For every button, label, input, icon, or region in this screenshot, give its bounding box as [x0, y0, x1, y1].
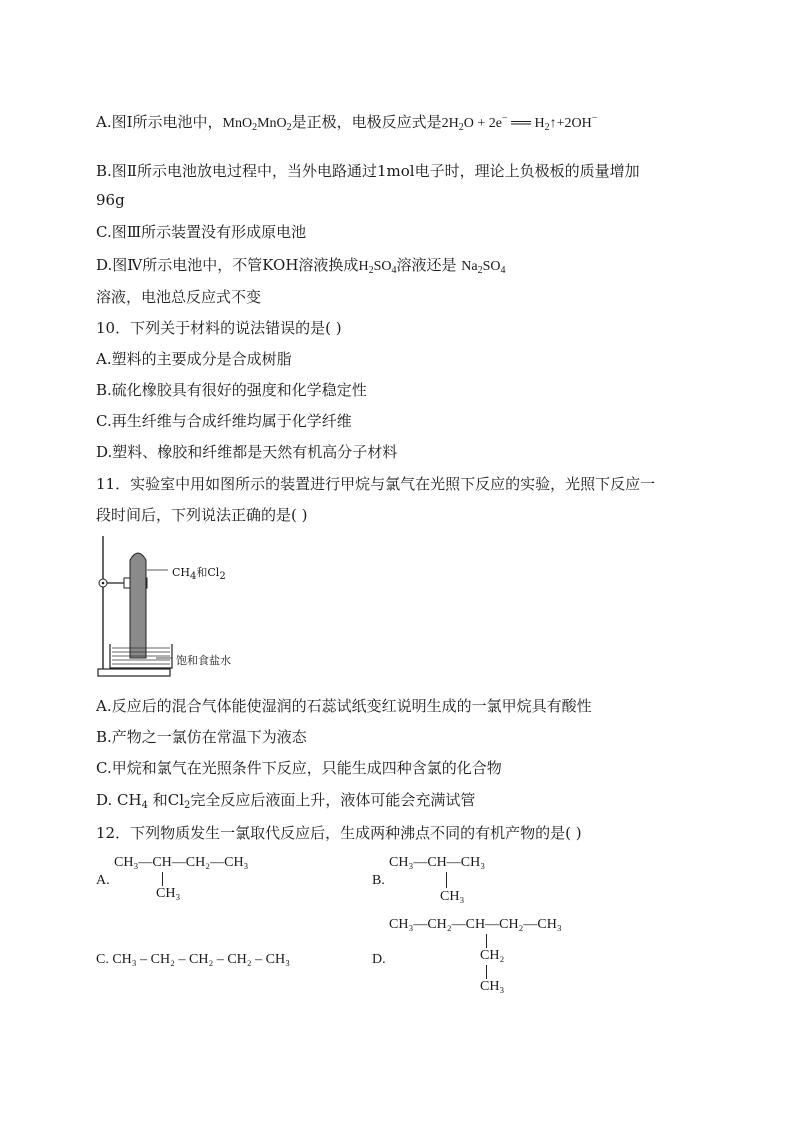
apparatus-diagram	[96, 534, 296, 684]
q12-option-d-bond2	[486, 965, 487, 979]
q12-option-d-main: CH₃—CH₂—CH—CH₂—CH₃	[389, 917, 562, 932]
q12-option-b-branch: CH₃	[440, 889, 465, 904]
q12-option-a-label: A.	[96, 873, 110, 888]
q9-option-c: C.图Ⅲ所示装置没有形成原电池	[96, 223, 307, 241]
q12-option-c: C. CH₃ – CH₂ – CH₂ – CH₂ – CH₃	[96, 952, 290, 967]
q11-option-a: A.反应后的混合气体能使湿润的石蕊试纸变红说明生成的一氯甲烷具有酸性	[96, 697, 592, 715]
gas-label: $CH_4$和$Cl_2$	[172, 566, 226, 582]
q12-option-d-label: D.	[372, 952, 386, 967]
q12-option-b-bond	[446, 872, 447, 888]
q9-option-d-line2: 溶液，电池总反应式不变	[96, 288, 262, 306]
q12-option-a-bond	[162, 872, 163, 886]
q12-stem: 12．下列物质发生一氯取代反应后，生成两种沸点不同的有机产物的是( )	[96, 824, 582, 842]
q11-stem-line2: 段时间后，下列说法正确的是( )	[96, 506, 308, 524]
q10-option-c: C.再生纤维与合成纤维均属于化学纤维	[96, 412, 352, 430]
q11-stem-line1: 11．实验室中用如图所示的装置进行甲烷与氯气在光照下反应的实验，光照下反应一	[96, 475, 656, 493]
q10-option-b: B.硫化橡胶具有很好的强度和化学稳定性	[96, 381, 367, 399]
q11-option-c: C.甲烷和氯气在光照条件下反应，只能生成四种含氯的化合物	[96, 759, 502, 777]
q9-option-b-line2: 96g	[96, 191, 125, 209]
q12-option-d-branch2: CH₃	[480, 979, 505, 994]
q12-option-d-branch1: CH₂	[480, 948, 505, 963]
q10-stem: 10．下列关于材料的说法错误的是( )	[96, 319, 342, 337]
q12-option-b-main: CH₃—CH—CH₃	[389, 855, 486, 870]
q10-option-d: D.塑料、橡胶和纤维都是天然有机高分子材料	[96, 443, 398, 461]
q11-option-b: B.产物之一氯仿在常温下为液态	[96, 728, 307, 746]
q9-option-b-line1: B.图Ⅱ所示电池放电过程中，当外电路通过1mol电子时，理论上负极板的质量增加	[96, 162, 640, 180]
q12-option-a-branch: CH₃	[156, 886, 181, 901]
liquid-label: 饱和食盐水	[176, 654, 231, 667]
q12-option-a-main: CH₃—CH—CH₂—CH₃	[114, 855, 249, 870]
q9-option-d-line1: D.图Ⅳ所示电池中，不管KOH溶液换成$H_2SO_4$溶液还是 $Na_2SO_4$	[96, 256, 506, 276]
q12-option-d-bond1	[486, 934, 487, 948]
q12-option-b-label: B.	[372, 873, 385, 888]
q10-option-a: A.塑料的主要成分是合成树脂	[96, 350, 292, 368]
q11-option-d: D. $CH_4$ 和$Cl_2$完全反应后液面上升，液体可能会充满试管	[96, 791, 476, 811]
q9-option-a: A.图Ⅰ所示电池中，MnO$_2$MnO$_2$是正极，电极反应式是$2H_2O + 2e^-$ ══ $H_2↑+2OH^-$	[96, 113, 598, 133]
